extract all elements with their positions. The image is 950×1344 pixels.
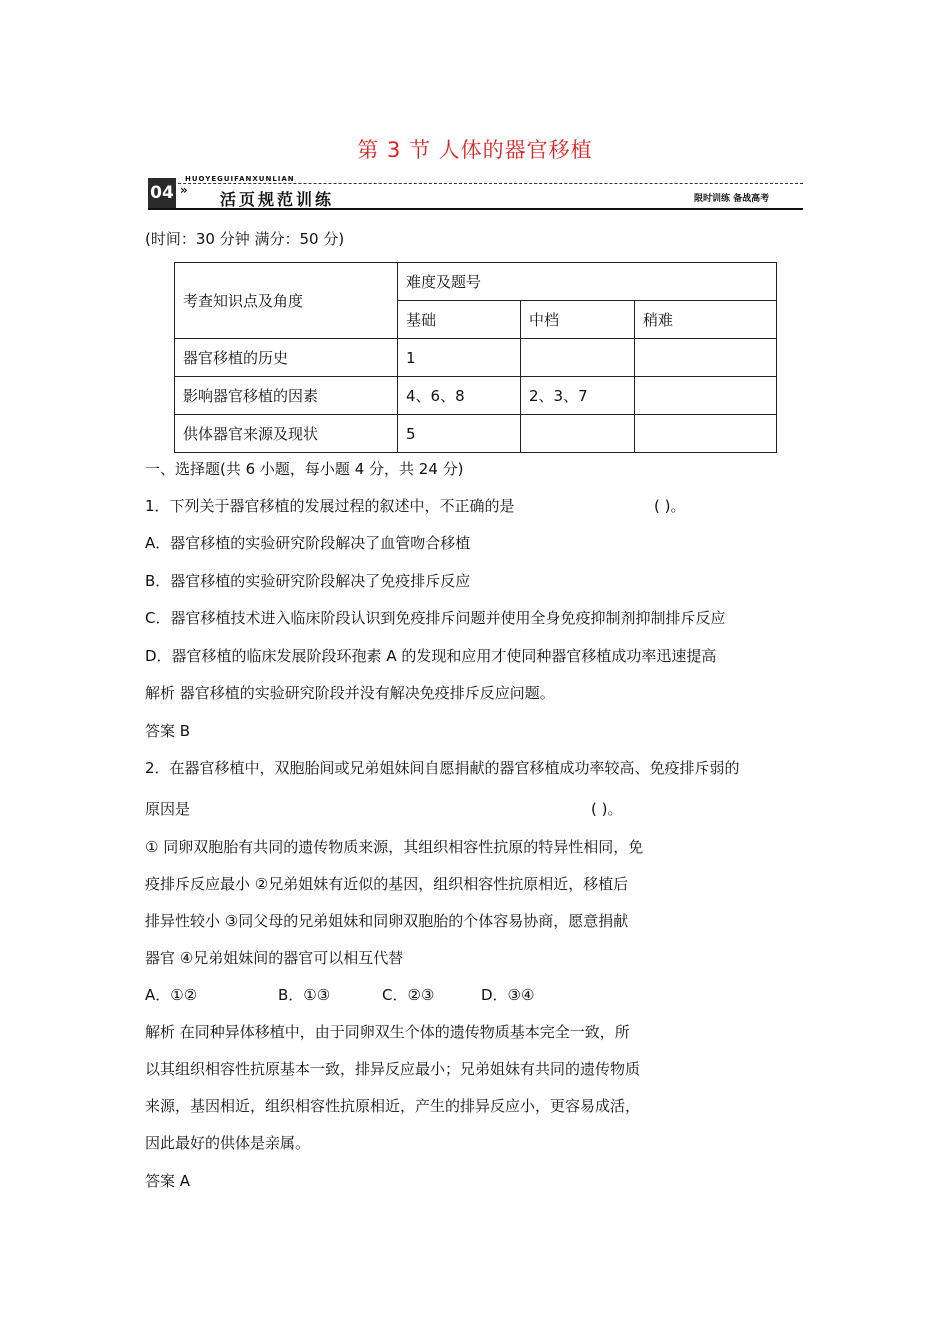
table-cell-basic: 4、6、8: [398, 377, 521, 415]
q2-item-line: ① 同卵双胞胎有共同的遗传物质来源，其组织相容性抗原的特异性相同，免: [145, 838, 644, 856]
table-header-topic: 考查知识点及角度: [175, 263, 398, 339]
q2-option-a: A．①②: [145, 986, 198, 1004]
table-cell-hard: [635, 339, 777, 377]
banner-dashed-divider: [148, 183, 803, 184]
q2-answer-bracket: ( )。: [591, 800, 623, 818]
q2-item-line: 器官 ④兄弟姐妹间的器官可以相互代替: [145, 949, 404, 967]
banner-slogan: 限时训练 备战高考: [694, 194, 770, 204]
knowledge-table: [174, 262, 777, 453]
q2-option-c: C．②③: [382, 986, 435, 1004]
table-header-difficulty: 难度及题号: [398, 263, 777, 301]
q2-analysis-line: 来源，基因相近，组织相容性抗原相近，产生的排异反应小，更容易成活，: [145, 1097, 641, 1115]
table-cell-mid: 2、3、7: [521, 377, 635, 415]
table-row: [175, 415, 777, 453]
q1-option-d: D．器官移植的临床发展阶段环孢素 A 的发现和应用才使同种器官移植成功率迅速提高: [145, 647, 717, 665]
table-level-hard: 稍难: [635, 301, 777, 339]
q2-option-d: D．③④: [481, 986, 535, 1004]
table-level-basic: 基础: [398, 301, 521, 339]
table-cell-hard: [635, 377, 777, 415]
q2-stem-line2: 原因是: [145, 800, 191, 818]
q2-answer: 答案 A: [145, 1172, 191, 1190]
q2-analysis-line: 以其组织相容性抗原基本一致，排异反应最小；兄弟姐妹有共同的遗传物质: [145, 1060, 641, 1078]
q1-answer: 答案 B: [145, 722, 191, 740]
banner-number: 04: [148, 178, 176, 208]
table-row: [175, 339, 777, 377]
banner-divider: [148, 208, 803, 210]
q2-item-line: 疫排斥反应最小 ②兄弟姐妹有近似的基因，组织相容性抗原相近，移植后: [145, 875, 629, 893]
table-cell-basic: 1: [398, 339, 521, 377]
q2-stem-line1: 2．在器官移植中，双胞胎间或兄弟姐妹间自愿捐献的器官移植成功率较高、免疫排斥弱的: [145, 759, 740, 777]
table-cell-topic: 影响器官移植的因素: [175, 377, 398, 415]
time-info: (时间：30 分钟 满分：50 分): [145, 230, 345, 248]
table-cell-mid: [521, 415, 635, 453]
q1-option-a: A．器官移植的实验研究阶段解决了血管吻合移植: [145, 534, 471, 552]
table-cell-mid: [521, 339, 635, 377]
table-cell-topic: 供体器官来源及现状: [175, 415, 398, 453]
table-row: [175, 377, 777, 415]
q2-analysis-line: 解析 在同种异体移植中，由于同卵双生个体的遗传物质基本完全一致，所: [145, 1023, 630, 1041]
banner-title: 活页规范训练: [220, 190, 335, 209]
q1-stem: 1．下列关于器官移植的发展过程的叙述中，不正确的是: [145, 497, 515, 515]
banner-pinyin: HUOYEGUIFANXUNLIAN: [185, 175, 295, 183]
q2-analysis-line: 因此最好的供体是亲属。: [145, 1134, 311, 1152]
table-cell-basic: 5: [398, 415, 521, 453]
table-cell-topic: 器官移植的历史: [175, 339, 398, 377]
q1-analysis: 解析 器官移植的实验研究阶段并没有解决免疫排斥反应问题。: [145, 684, 555, 702]
q2-option-b: B．①③: [278, 986, 331, 1004]
table-cell-hard: [635, 415, 777, 453]
page-title: 第 3 节 人体的器官移植: [357, 138, 593, 162]
q1-answer-bracket: ( )。: [654, 497, 686, 515]
double-chevron-icon: »: [180, 183, 188, 197]
q2-item-line: 排异性较小 ③同父母的兄弟姐妹和同卵双胞胎的个体容易协商，愿意捐献: [145, 912, 629, 930]
table-level-mid: 中档: [521, 301, 635, 339]
q1-option-b: B．器官移植的实验研究阶段解决了免疫排斥反应: [145, 572, 471, 590]
q1-option-c: C．器官移植技术进入临床阶段认识到免疫排斥问题并使用全身免疫抑制剂抑制排斥反应: [145, 609, 726, 627]
section-heading: 一、选择题(共 6 小题，每小题 4 分，共 24 分): [145, 460, 464, 478]
